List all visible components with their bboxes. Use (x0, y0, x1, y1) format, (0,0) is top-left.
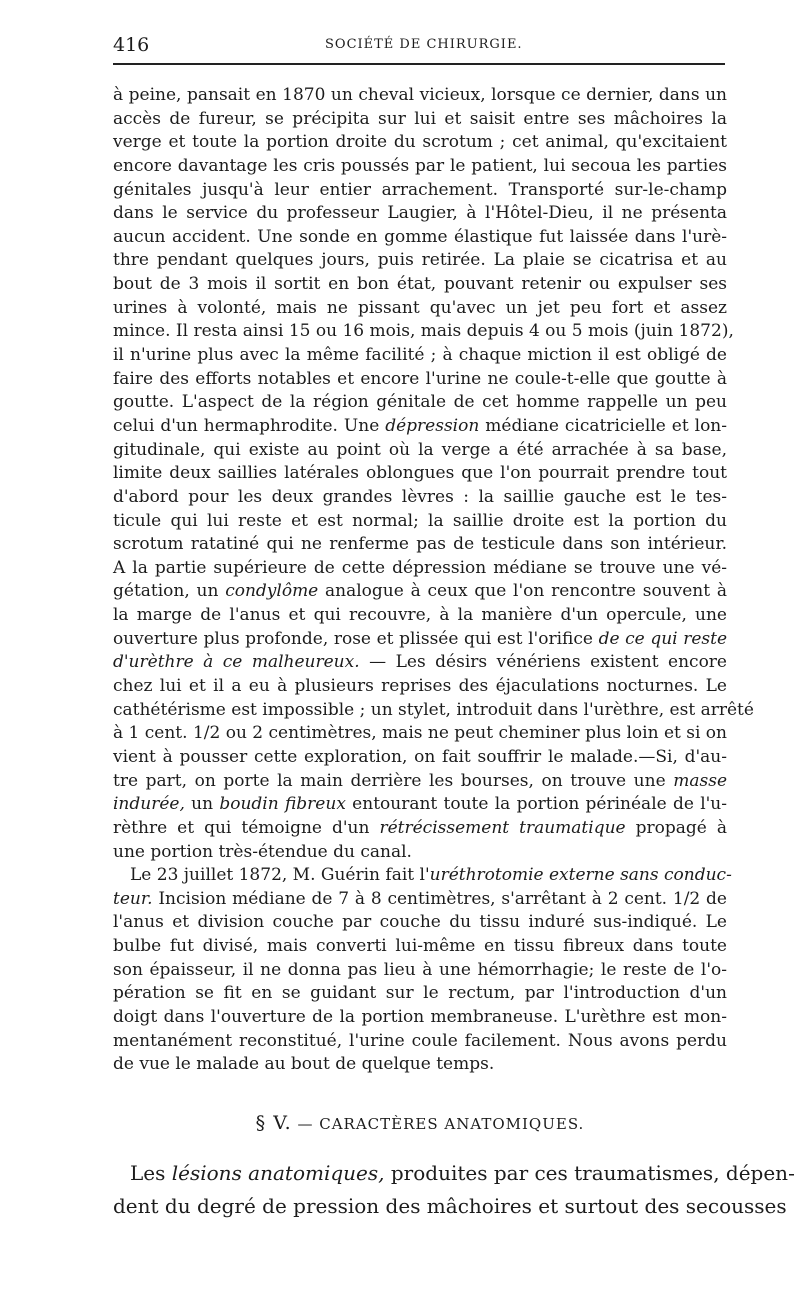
text-line (113, 84, 727, 108)
text-run: verge et toute la portion droite du scrotum ; cet animal, qu'excitaient (113, 132, 727, 153)
italic-text: de ce qui reste (598, 628, 728, 649)
text-line (113, 864, 732, 888)
text-run: son épaisseur, il ne donna pas lieu à une hémorrhagie; le reste de l'o- (113, 959, 727, 980)
text-run: thre pendant quelques jours, puis retirée. La plaie se cicatrisa et au (113, 250, 727, 271)
text-run: chez lui et il a eu à plusieurs reprises des éjaculations nocturnes. Le (113, 676, 727, 697)
text-run: cathétérisme est impossible ; un stylet, introduit dans l'urèthre, est arrêté (113, 699, 754, 720)
text-line (113, 722, 727, 746)
text-line (113, 911, 727, 935)
text-line (113, 817, 727, 841)
text-run: limite deux saillies latérales oblongues que l'on pourrait prendre tout (113, 463, 727, 484)
text-run: celui d'un hermaphrodite. Une (113, 415, 386, 436)
text-line (113, 888, 727, 912)
text-line (113, 1190, 787, 1223)
text-line (113, 699, 754, 723)
italic-text: masse (673, 770, 727, 791)
text-run: gitudinale, qui existe au point où la verge a été arrachée à sa base, (113, 439, 727, 460)
text-line (113, 368, 727, 392)
paragraph-operation (113, 864, 732, 1077)
text-line (113, 604, 727, 628)
text-run: ouverture plus profonde, rose et plissée qui est l'orifice (113, 628, 599, 649)
text-line (113, 651, 727, 675)
text-run: accès de fureur, se précipita sur lui et saisit entre ses mâchoires la (113, 108, 727, 129)
italic-text: indurée, (113, 794, 185, 815)
text-line (113, 131, 727, 155)
text-line (113, 628, 727, 652)
text-line (113, 1053, 727, 1077)
text-line (113, 273, 727, 297)
section-heading (113, 1112, 727, 1134)
text-run: génitales jusqu'à leur entier arrachement. Transporté sur-le-champ (113, 179, 727, 200)
text-line (113, 935, 727, 959)
text-run: — Les désirs vénériens existent encore (359, 652, 727, 673)
text-line (113, 1157, 795, 1190)
text-run: l'anus et division couche par couche du tissu induré sus-indiqué. Le (113, 912, 727, 933)
text-run: A la partie supérieure de cette dépression médiane se trouve une vé- (113, 557, 727, 578)
text-run: Les (130, 1161, 172, 1185)
text-line (113, 486, 727, 510)
text-line (113, 297, 727, 321)
text-run: ticule qui lui reste et est normal; la saillie droite est la portion du (113, 510, 727, 531)
text-line (113, 841, 727, 865)
italic-text: condylôme (225, 581, 319, 602)
text-line (113, 746, 727, 770)
text-run: bulbe fut divisé, mais converti lui-même en tissu fibreux dans toute (113, 936, 727, 957)
text-line (113, 557, 727, 581)
running-title: SOCIÉTÉ DE CHIRURGIE. (325, 37, 523, 52)
text-line (113, 391, 727, 415)
text-run: une portion très-étendue du canal. (113, 841, 412, 862)
text-line (113, 439, 727, 463)
text-run: urines à volonté, mais ne pissant qu'avec un jet peu fort et assez (113, 297, 727, 318)
text-run: pération se fit en se guidant sur le rectum, par l'introduction d'un (113, 983, 727, 1004)
text-run: médiane cicatricielle et lon- (479, 415, 727, 436)
text-line (113, 770, 727, 794)
text-run: rèthre et qui témoigne d'un (113, 817, 380, 838)
text-line (113, 533, 727, 557)
text-run: dans le service du professeur Laugier, à l'Hôtel-Dieu, il ne présenta (113, 203, 727, 224)
text-run: à 1 cent. 1/2 ou 2 centimètres, mais ne peut cheminer plus loin et si on (113, 723, 727, 744)
text-line (113, 580, 727, 604)
text-run: un (184, 794, 220, 815)
text-line (113, 344, 727, 368)
text-run: entourant toute la portion périnéale de l'u- (345, 794, 727, 815)
text-run: gétation, un (113, 581, 226, 602)
section-symbol: § V. (255, 1112, 292, 1134)
text-line (113, 249, 727, 273)
italic-text: dépression (385, 415, 480, 436)
text-line (113, 959, 727, 983)
text-run: produites par ces traumatismes, dépen- (384, 1161, 795, 1185)
text-run: de vue le malade au bout de quelque temps. (113, 1054, 495, 1075)
text-run: bout de 3 mois il sortit en bon état, pouvant retenir ou expulser ses (113, 274, 727, 295)
text-run: la marge de l'anus et qui recouvre, à la manière d'un opercule, une (113, 605, 727, 626)
text-run: tre part, on porte la main derrière les bourses, on trouve une (113, 770, 674, 791)
text-run: il n'urine plus avec la même facilité ; à chaque miction il est obligé de (113, 345, 727, 366)
text-run: Le 23 juillet 1872, M. Guérin fait l' (130, 865, 430, 886)
text-line (113, 320, 734, 344)
text-line (113, 982, 727, 1006)
page-header (113, 34, 725, 56)
italic-text: teur. (113, 888, 153, 909)
text-run: dent du degré de pression des mâchoires et surtout des secousses (113, 1194, 787, 1218)
text-run: mince. Il resta ainsi 15 ou 16 mois, mais depuis 4 ou 5 mois (juin 1872), (113, 321, 734, 342)
text-line (113, 462, 727, 486)
text-line (113, 1030, 727, 1054)
text-line (113, 179, 727, 203)
header-rule (113, 63, 725, 65)
italic-text: lésions anatomiques, (171, 1161, 385, 1185)
text-run: faire des efforts notables et encore l'urine ne coule-t-elle que goutte à (113, 368, 727, 389)
section-dash: — (297, 1115, 314, 1133)
text-line (113, 415, 727, 439)
text-line (113, 793, 727, 817)
italic-text: rétrécissement traumatique (379, 817, 626, 838)
italic-text: boudin fibreux (219, 794, 346, 815)
text-line (113, 510, 727, 534)
section-title: CARACTÈRES ANATOMIQUES. (319, 1115, 585, 1133)
text-line (113, 675, 727, 699)
text-run: mentanément reconstitué, l'urine coule facilement. Nous avons perdu (113, 1030, 727, 1051)
italic-text: uréthrotomie externe sans conduc- (429, 865, 732, 886)
paragraph-case-history (113, 84, 754, 864)
paragraph-anatomical (113, 1157, 795, 1223)
text-line (113, 108, 727, 132)
text-line (113, 202, 727, 226)
text-run: goutte. L'aspect de la région génitale de cet homme rappelle un peu (113, 392, 727, 413)
body-text (113, 84, 754, 1077)
page-number: 416 (113, 34, 150, 56)
text-run: scrotum ratatiné qui ne renferme pas de testicule dans son intérieur. (113, 534, 727, 555)
text-run: Incision médiane de 7 à 8 centimètres, s'arrêtant à 2 cent. 1/2 de (152, 888, 727, 909)
italic-text: d'urèthre à ce malheureux. (113, 652, 360, 673)
text-run: aucun accident. Une sonde en gomme élastique fut laissée dans l'urè- (113, 226, 727, 247)
text-line (113, 1006, 727, 1030)
text-run: encore davantage les cris poussés par le patient, lui secoua les parties (113, 155, 727, 176)
text-run: analogue à ceux que l'on rencontre souvent à (318, 581, 727, 602)
text-run: vient à pousser cette exploration, on fait souffrir le malade.—Si, d'au- (113, 746, 727, 767)
text-run: doigt dans l'ouverture de la portion membraneuse. L'urèthre est mon- (113, 1006, 727, 1027)
text-run: d'abord pour les deux grandes lèvres : la saillie gauche est le tes- (113, 486, 727, 507)
text-line (113, 155, 727, 179)
text-run: à peine, pansait en 1870 un cheval vicieux, lorsque ce dernier, dans un (113, 85, 727, 105)
text-line (113, 226, 727, 250)
text-run: propagé à (625, 817, 727, 838)
